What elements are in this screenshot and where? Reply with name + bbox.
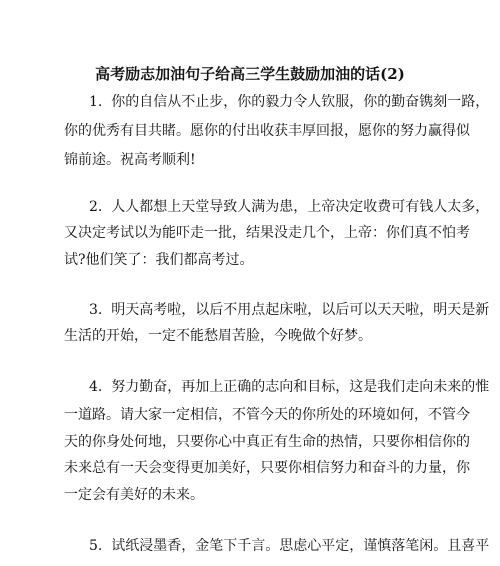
item-4-number: 4. — [89, 379, 103, 395]
item-1-text: 你的自信从不止步，你的毅力令人钦服，你的勤奋镌刻一路， — [111, 94, 490, 110]
item-2-number: 2. — [89, 199, 103, 215]
item-4-line-3: 天的你身处何地，只要你心中真正有生命的热情，只要你相信你的 — [64, 434, 470, 450]
item-3-line-2: 生活的开始，一定不能愁眉苦脸，今晚做个好梦。 — [64, 328, 372, 344]
item-2-line-3: 试?他们笑了：我们都高考过。 — [64, 252, 254, 268]
document-title: 高考励志加油句子给高三学生鼓励加油的话(2) — [95, 65, 405, 83]
item-1-line-3: 锦前途。祝高考顺利! — [64, 152, 196, 168]
item-1-line-1 — [89, 93, 489, 111]
item-1-line-2: 你的优秀有目共睹。愿你的付出收获丰厚回报，愿你的努力赢得似 — [64, 123, 470, 139]
item-5-text: 试纸浸墨香，金笔下千言。思虑心平定，谨慎落笔闲。且喜平 — [111, 538, 490, 554]
item-2-line-1 — [89, 198, 489, 216]
item-4-line-1 — [89, 378, 489, 396]
item-4-text: 努力勤奋，再加上正确的志向和目标，这是我们走向未来的惟 — [111, 379, 490, 395]
item-5-line-1 — [89, 537, 489, 555]
item-3-number: 3. — [89, 302, 103, 318]
item-3-text: 明天高考啦，以后不用点起床啦，以后可以天天啦，明天是新 — [111, 302, 490, 318]
item-5-number: 5. — [89, 538, 103, 554]
item-4-line-2: 一道路。请大家一定相信，不管今天的你所处的环境如何，不管今 — [64, 407, 470, 423]
item-2-text: 人人都想上天堂导致人满为患，上帝决定收费可有钱人太多， — [111, 199, 490, 215]
item-3-line-1 — [89, 301, 489, 319]
item-4-line-4: 未来总有一天会变得更加美好，只要你相信努力和奋斗的力量，你 — [64, 460, 470, 476]
item-2-line-2: 又决定考试以为能吓走一批，结果没走几个，上帝：你们真不怕考 — [64, 225, 470, 241]
item-1-number: 1. — [89, 94, 103, 110]
item-4-line-5: 一定会有美好的未来。 — [64, 487, 204, 503]
